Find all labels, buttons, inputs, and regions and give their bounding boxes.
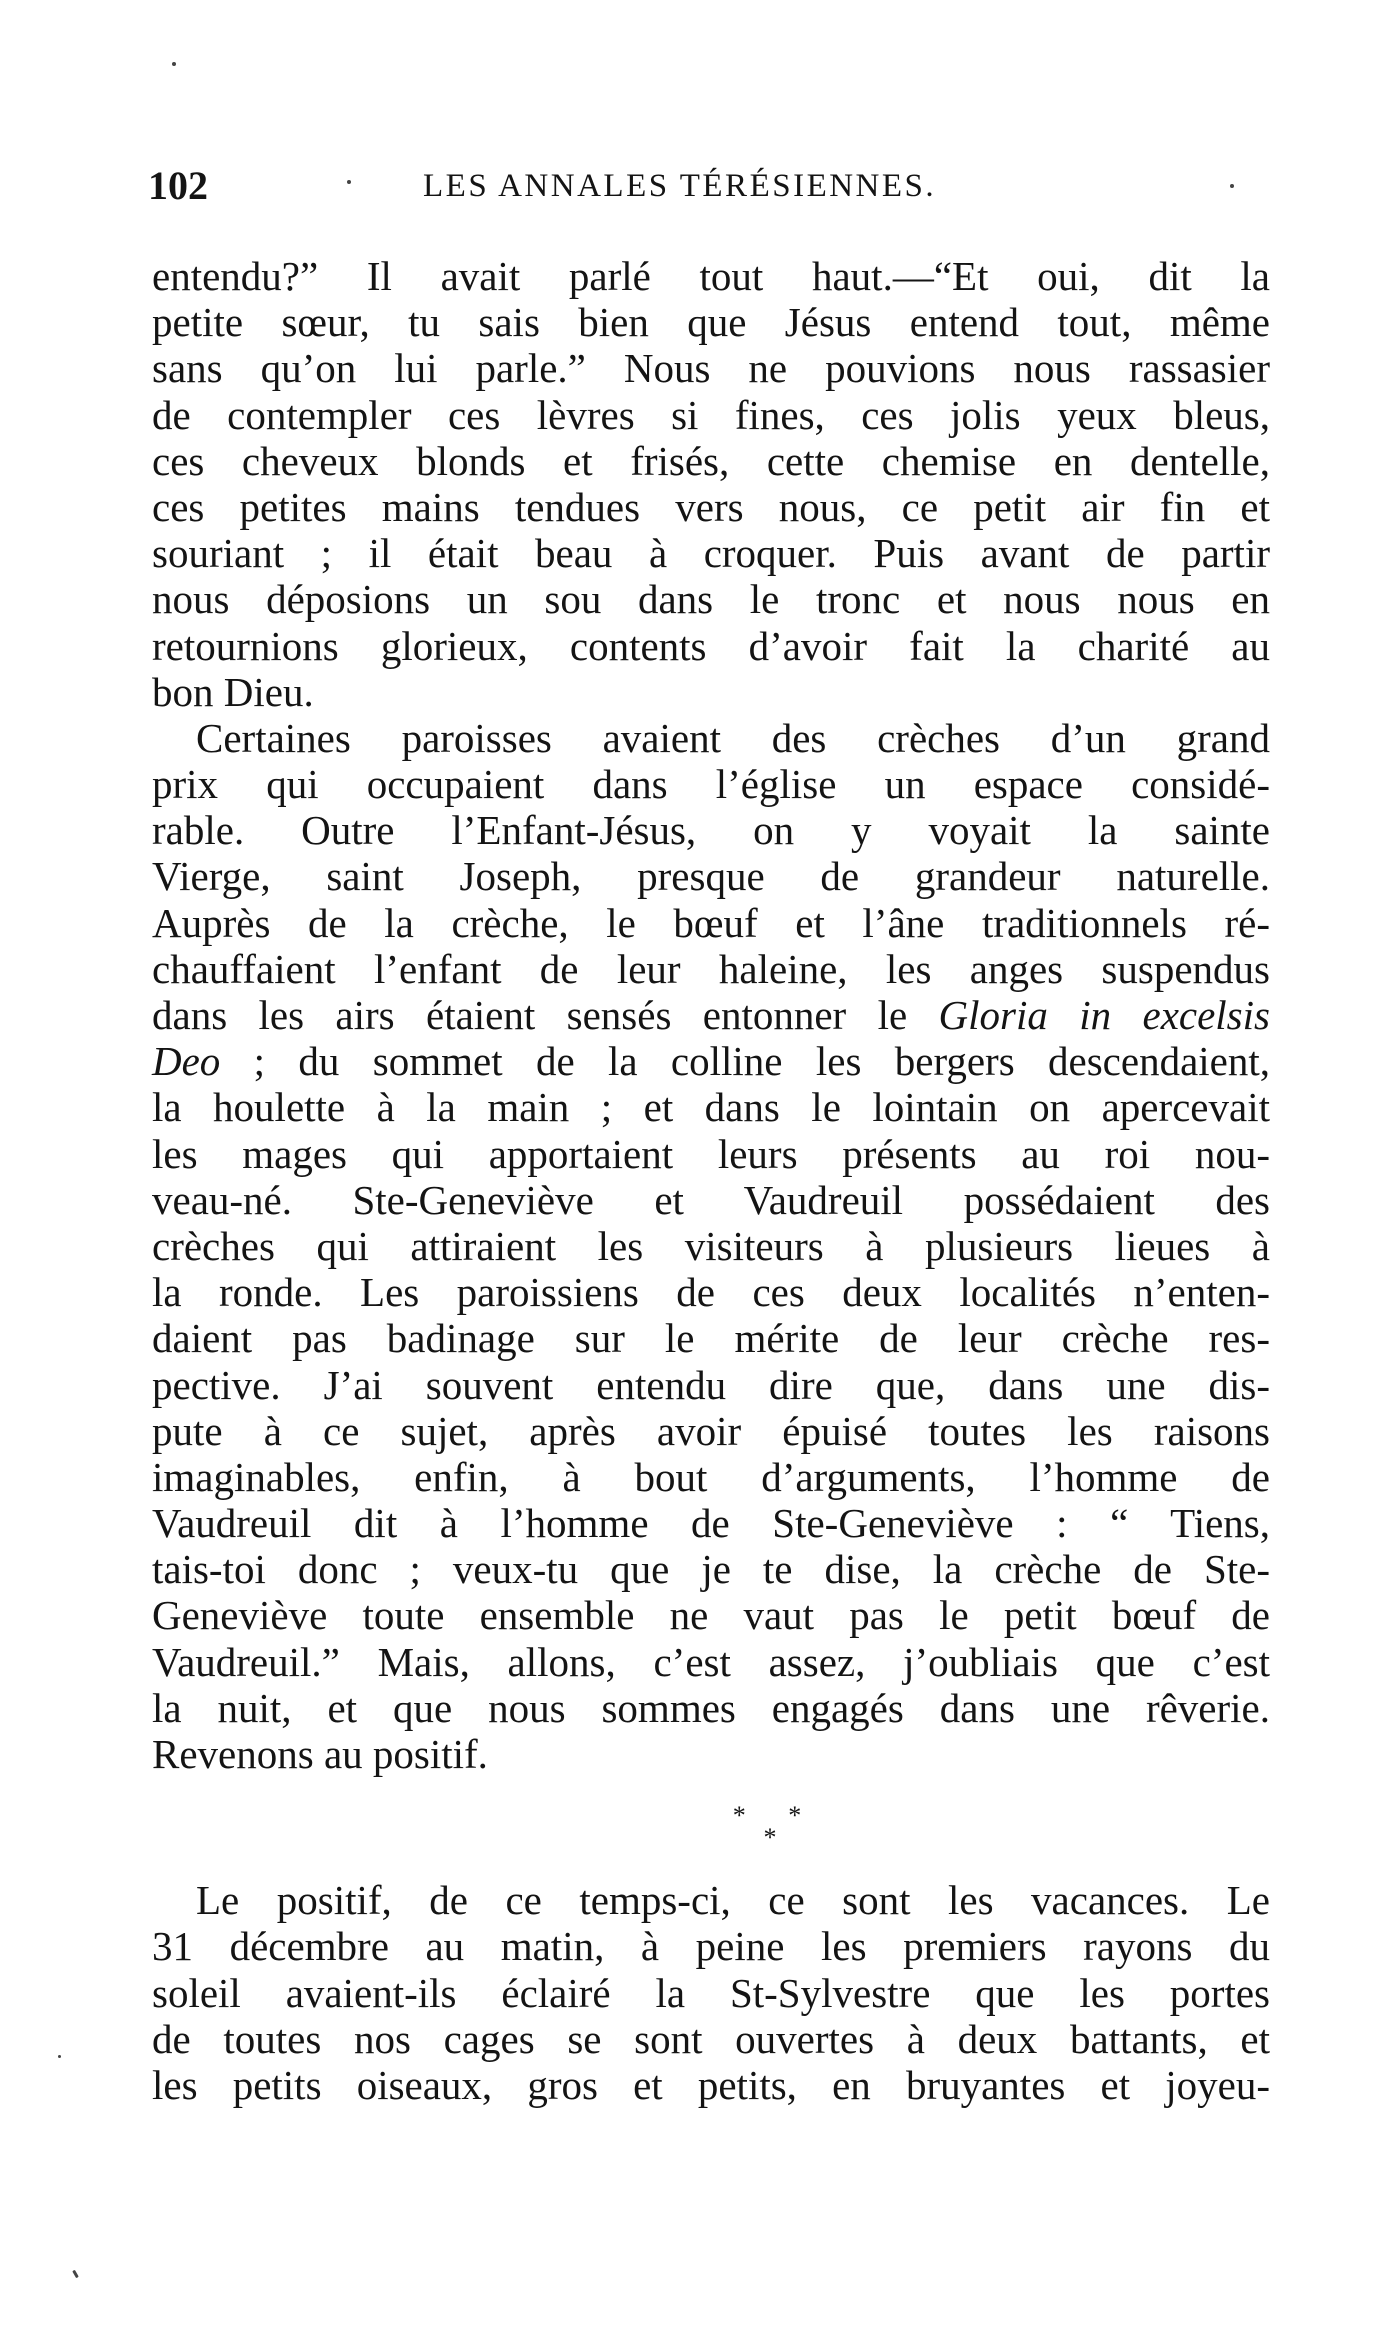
text-line: Vaudreuil dit à l’homme de Ste-Geneviève : “ Tiens, [152, 1500, 1270, 1547]
text-line: les petits oiseaux, gros et petits, en bruyantes et joyeu- [152, 2061, 1270, 2108]
scan-speck [347, 180, 351, 184]
page-header [148, 162, 1268, 212]
text-line: tais-toi donc ; veux-tu que je te dise, la crèche de Ste- [152, 1546, 1270, 1593]
text-line: retournions glorieux, contents d’avoir fait la charité au [152, 622, 1270, 669]
text-segment: ; du sommet de la colline les bergers descendaient, [220, 1038, 1270, 1085]
text-line: les mages qui apportaient leurs présents au roi nou- [152, 1130, 1270, 1177]
text-line: la ronde. Les paroissiens de ces deux localités n’enten- [152, 1269, 1270, 1316]
asterism-bottom: * [763, 1823, 777, 1853]
text-line-with-italic [152, 1038, 1270, 1084]
text-line: prix qui occupaient dans l’église un espace considé- [152, 761, 1270, 808]
text-line: soleil avaient-ils éclairé la St-Sylvestre que les portes [152, 1969, 1270, 2016]
running-title: LES ANNALES TÉRÉSIENNES. [423, 168, 937, 204]
text-line: Auprès de la crèche, le bœuf et l’âne traditionnels ré- [152, 899, 1270, 946]
text-line: Geneviève toute ensemble ne vaut pas le petit bœuf de [152, 1592, 1270, 1639]
scan-speck [72, 2270, 79, 2278]
text-line: pective. J’ai souvent entendu dire que, dans une dis- [152, 1361, 1270, 1408]
text-line: entendu?” Il avait parlé tout haut.—“Et oui, dit la [152, 253, 1270, 299]
text-line: pute à ce sujet, après avoir épuisé toutes les raisons [152, 1407, 1270, 1454]
page-number: 102 [148, 163, 208, 208]
text-line: souriant ; il était beau à croquer. Puis avant de partir [152, 530, 1270, 577]
text-line: crèches qui attiraient les visiteurs à plusieurs lieues à [152, 1222, 1270, 1269]
text-line: de toutes nos cages se sont ouvertes à deux battants, et [152, 2015, 1270, 2062]
text-line: sans qu’on lui parle.” Nous ne pouvions nous rassasier [152, 345, 1270, 392]
text-line: rable. Outre l’Enfant-Jésus, on y voyait la sainte [152, 807, 1270, 854]
text-line: petite sœur, tu sais bien que Jésus entend tout, même [152, 299, 1270, 346]
text-line: Certaines paroisses avaient des crèches d’un grand [196, 714, 1270, 761]
text-line: chauffaient l’enfant de leur haleine, les anges suspendus [152, 945, 1270, 992]
asterism-top: * * [732, 1801, 820, 1831]
text-line: bon Dieu. [152, 668, 314, 715]
italic-latin-phrase: Gloria in excelsis [938, 992, 1270, 1038]
text-line: Vaudreuil.” Mais, allons, c’est assez, j’oubliais que c’est [152, 1638, 1270, 1685]
section-break-asterism [152, 1777, 1270, 1877]
text-line: Le positif, de ce temps-ci, ce sont les vacances. Le [196, 1877, 1270, 1924]
paragraph-2 [152, 715, 1270, 1777]
paragraph-1 [152, 253, 1270, 715]
text-line: ces cheveux blonds et frisés, cette chemise en dentelle, [152, 437, 1270, 484]
text-line: la nuit, et que nous sommes engagés dans une rêverie. [152, 1684, 1270, 1731]
text-line: Vierge, saint Joseph, presque de grandeur naturelle. [152, 853, 1270, 900]
scan-speck [58, 2055, 61, 2058]
body-text [152, 253, 1270, 2108]
text-line: 31 décembre au matin, à peine les premiers rayons du [152, 1923, 1270, 1970]
text-segment: dans les airs étaient sensés entonner le [152, 992, 939, 1038]
text-line: veau-né. Ste-Geneviève et Vaudreuil possédaient des [152, 1176, 1270, 1223]
text-line: nous déposions un sou dans le tronc et nous nous en [152, 576, 1270, 623]
text-line: la houlette à la main ; et dans le lointain on apercevait [152, 1084, 1270, 1131]
text-line: ces petites mains tendues vers nous, ce petit air fin et [152, 483, 1270, 530]
text-line-with-italic [152, 992, 1270, 1038]
paragraph-3 [152, 1877, 1270, 2108]
text-line: Revenons au positif. [152, 1731, 488, 1777]
text-line: imaginables, enfin, à bout d’arguments, l’homme de [152, 1453, 1270, 1500]
italic-latin-phrase: Deo [152, 1038, 221, 1085]
text-line: daient pas badinage sur le mérite de leur crèche res- [152, 1315, 1270, 1362]
scan-speck [172, 62, 176, 66]
scan-speck [1230, 184, 1234, 188]
text-line: de contempler ces lèvres si fines, ces jolis yeux bleus, [152, 391, 1270, 438]
